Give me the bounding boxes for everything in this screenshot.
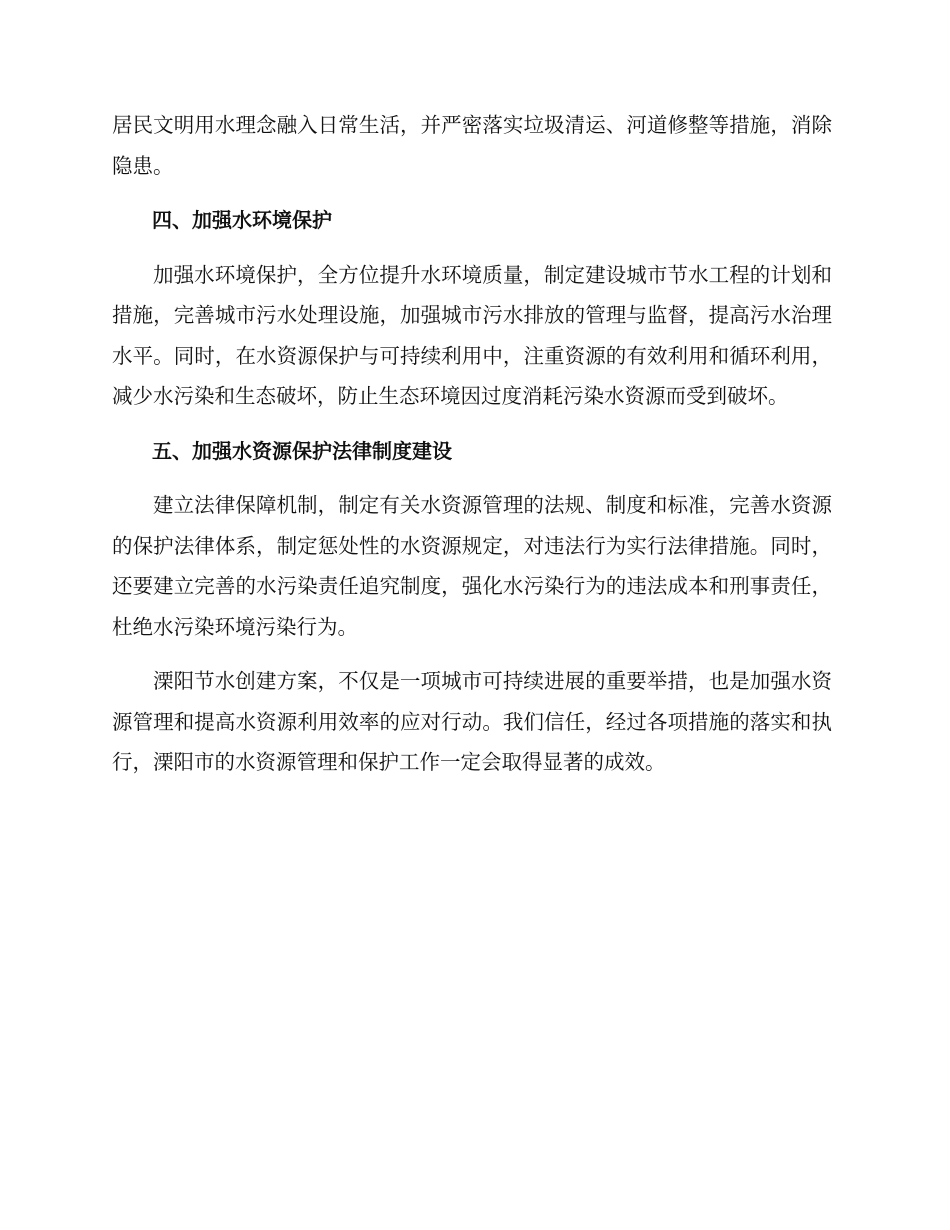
section-4-heading: 四、加强水环境保护: [152, 208, 332, 232]
section-4-paragraph: 加强水环境保护，全方位提升水环境质量，制定建设城市节水工程的计划和措施，完善城市污水处理设施，加强城市污水排放的管理与监督，提高污水治理水平。同时，在水资源保护与可持续利用中，注重资源的有效利用和循环利用，减少水污染和生态破坏，防止生态环境因过度消耗污染水资源而受到破坏。: [112, 262, 832, 408]
intro-paragraph: 居民文明用水理念融入日常生活，并严密落实垃圾清运、河道修整等措施，消除隐患。: [112, 113, 832, 178]
document-body: [112, 105, 832, 783]
section-5-heading: 五、加强水资源保护法律制度建设: [152, 438, 452, 463]
section-5-paragraph: 建立法律保障机制，制定有关水资源管理的法规、制度和标准，完善水资源的保护法律体系，制定惩处性的水资源规定，对违法行为实行法律措施。同时，还要建立完善的水污染责任追究制度，强化水污染行为的违法成本和刑事责任，杜绝水污染环境污染行为。: [112, 493, 832, 639]
conclusion-paragraph: 溧阳节水创建方案，不仅是一项城市可持续进展的重要举措，也是加强水资源管理和提高水资源利用效率的应对行动。我们信任，经过各项措施的落实和执行，溧阳市的水资源管理和保护工作一定会取得显著的成效。: [112, 669, 832, 774]
